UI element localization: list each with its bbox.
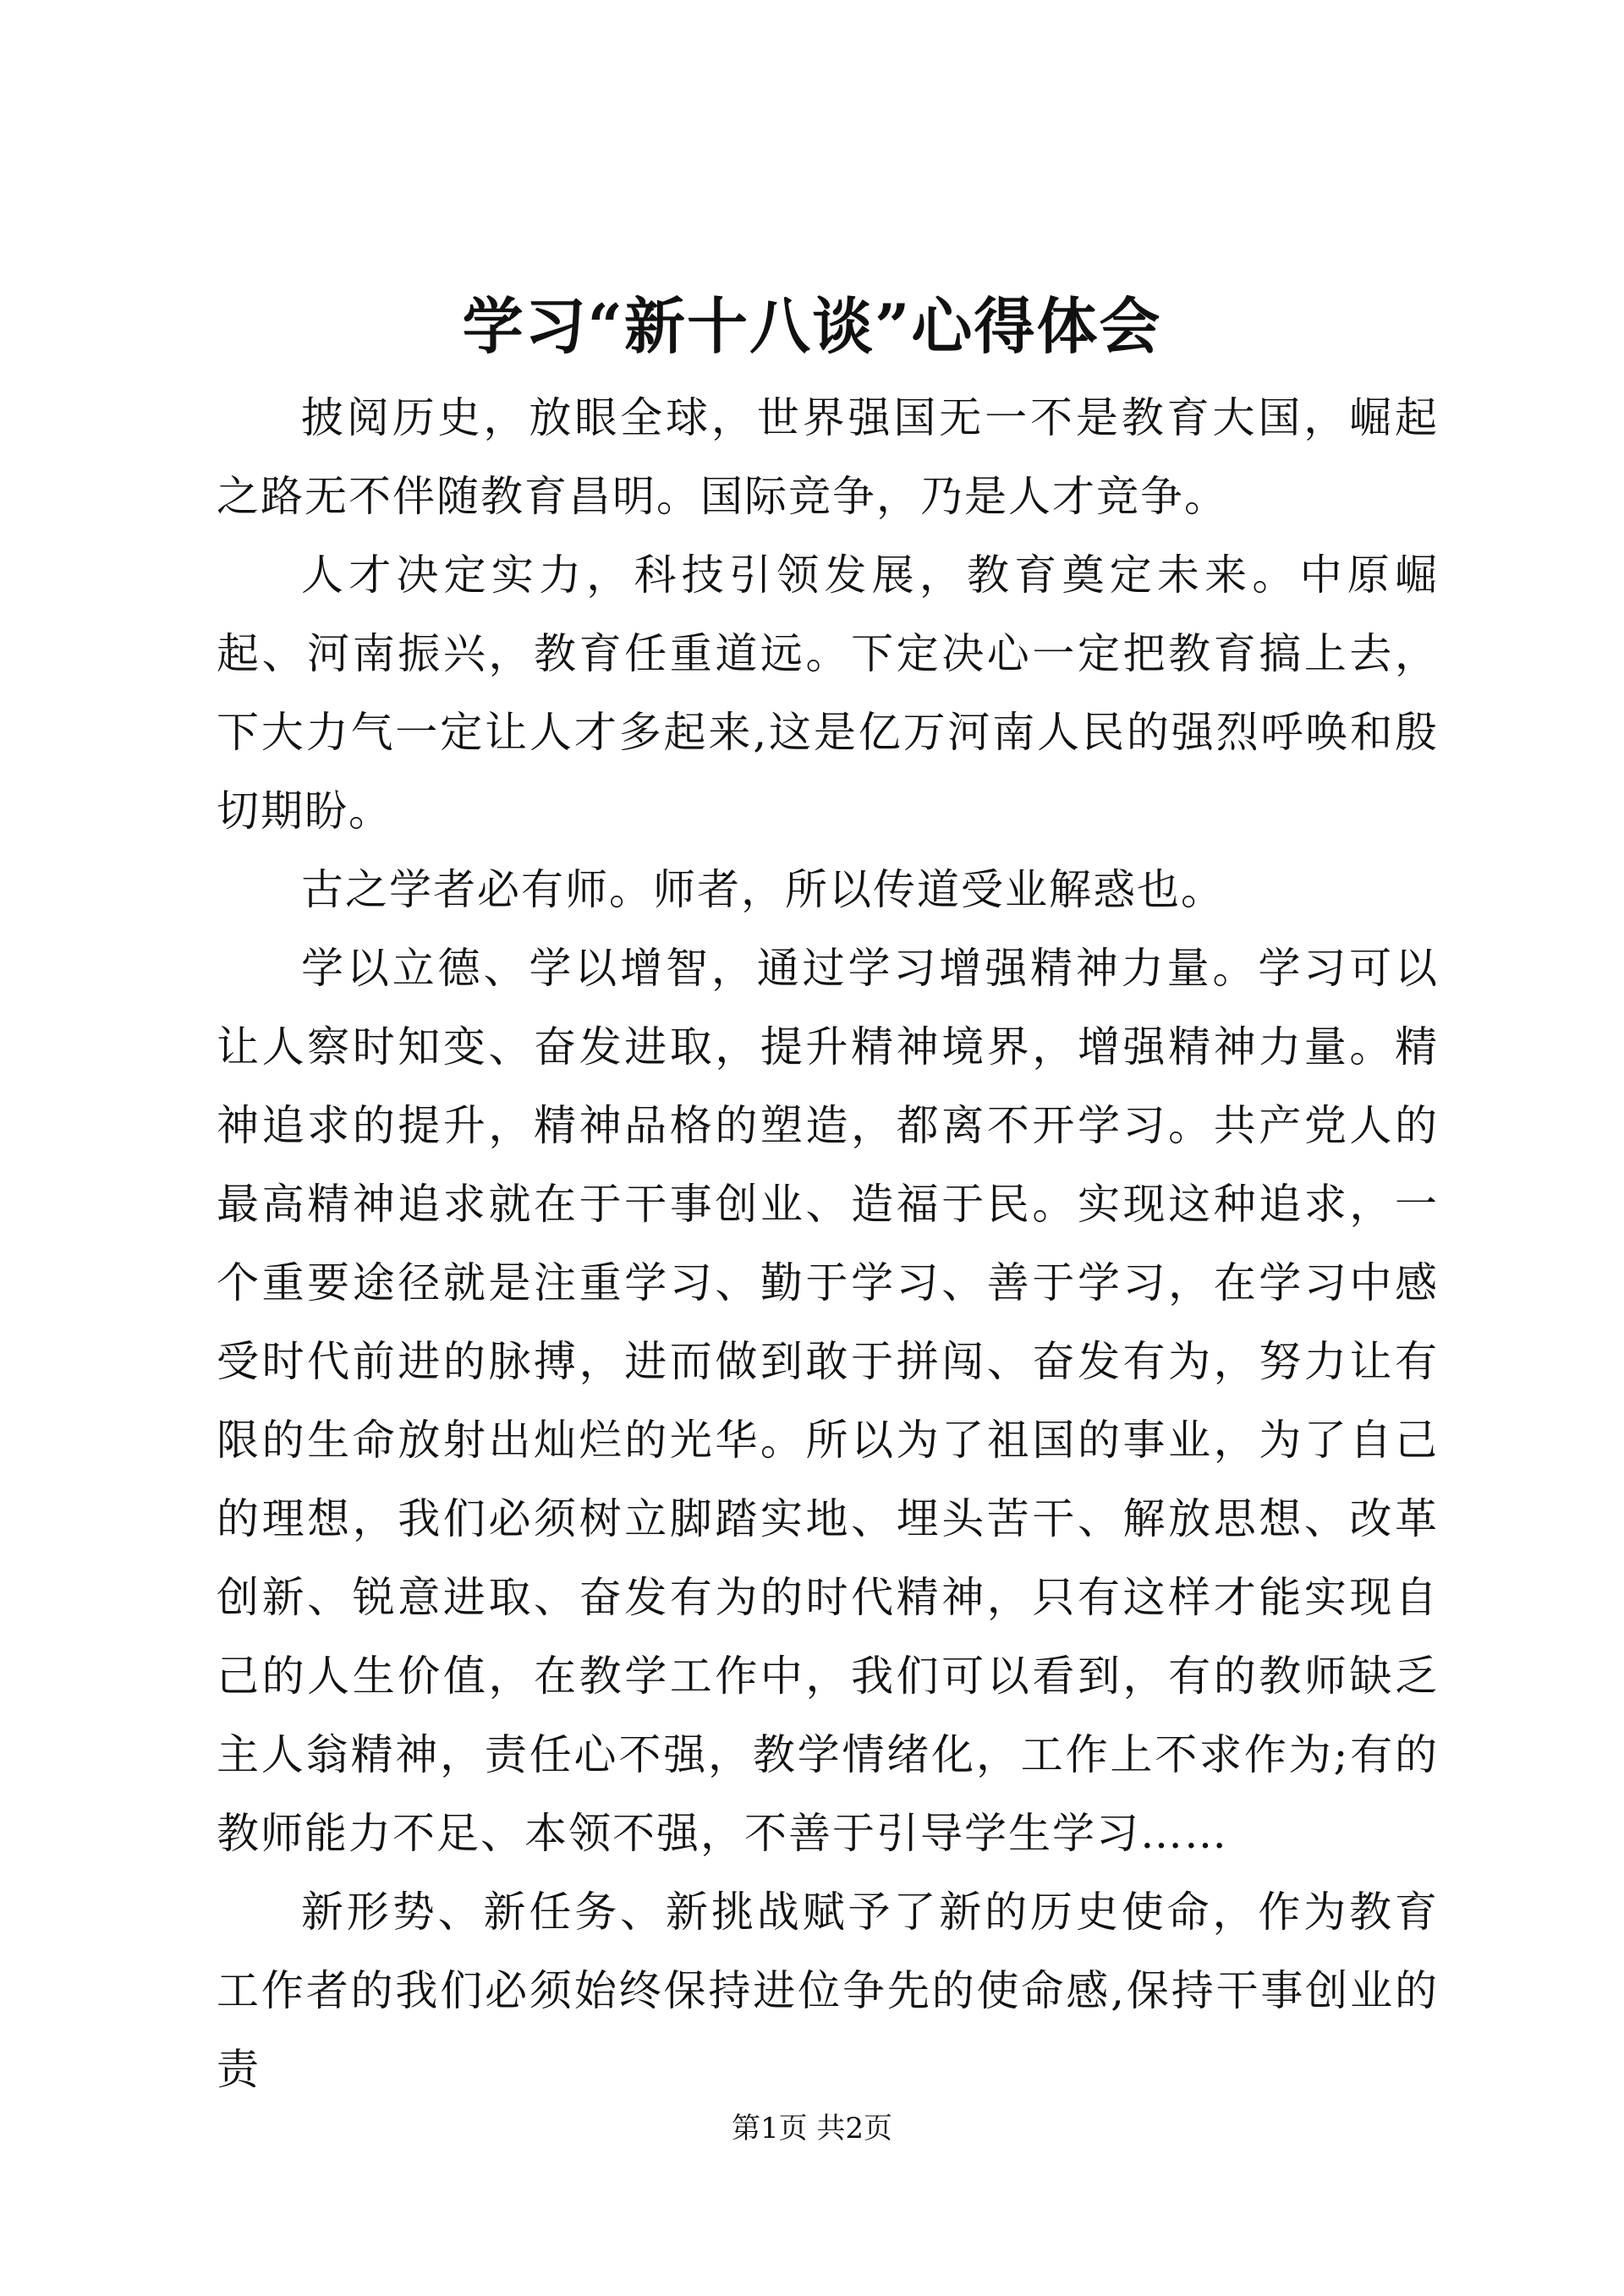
page-number-footer: 第1页 共2页 xyxy=(731,2112,893,2145)
paragraph: 新形势、新任务、新挑战赋予了新的历史使命，作为教育工作者的我们必须始终保持进位争先的使命感,保持干事创业的责 xyxy=(217,1888,1439,2094)
paragraph: 古之学者必有师。师者，所以传道受业解惑也。 xyxy=(301,865,1225,914)
document-title: 学习“新十八谈”心得体会 xyxy=(462,290,1162,362)
paragraph: 披阅历史，放眼全球，世界强国无一不是教育大国，崛起之路无不伴随教育昌明。国际竞争，乃是人才竞争。 xyxy=(217,393,1439,521)
paragraph: 学以立德、学以增智，通过学习增强精神力量。学习可以让人察时知变、奋发进取，提升精神境界，增强精神力量。精神追求的提升，精神品格的塑造，都离不开学习。共产党人的最高精神追求就在于干事创业、造福于民。实现这种追求，一个重要途径就是注重学习、勤于学习、善于学习，在学习中感受时代前进的脉搏，进而做到敢于拼闯、奋发有为，努力让有限的生命放射出灿烂的光华。所以为了祖国的事业，为了自己的理想，我们必须树立脚踏实地、埋头苦干、解放思想、改革创新、锐意进取、奋发有为的时代精神，只有这样才能实现自己的人生价值，在教学工作中，我们可以看到，有的教师缺乏主人翁精神，责任心不强，教学情绪化，工作上不求作为;有的教师能力不足、本领不强，不善于引导学生学习…… xyxy=(217,944,1439,1858)
document-body xyxy=(217,379,1439,2109)
paragraph: 人才决定实力，科技引领发展，教育奠定未来。中原崛起、河南振兴，教育任重道远。下定决心一定把教育搞上去，下大力气一定让人才多起来,这是亿万河南人民的强烈呼唤和殷切期盼。 xyxy=(217,551,1439,836)
